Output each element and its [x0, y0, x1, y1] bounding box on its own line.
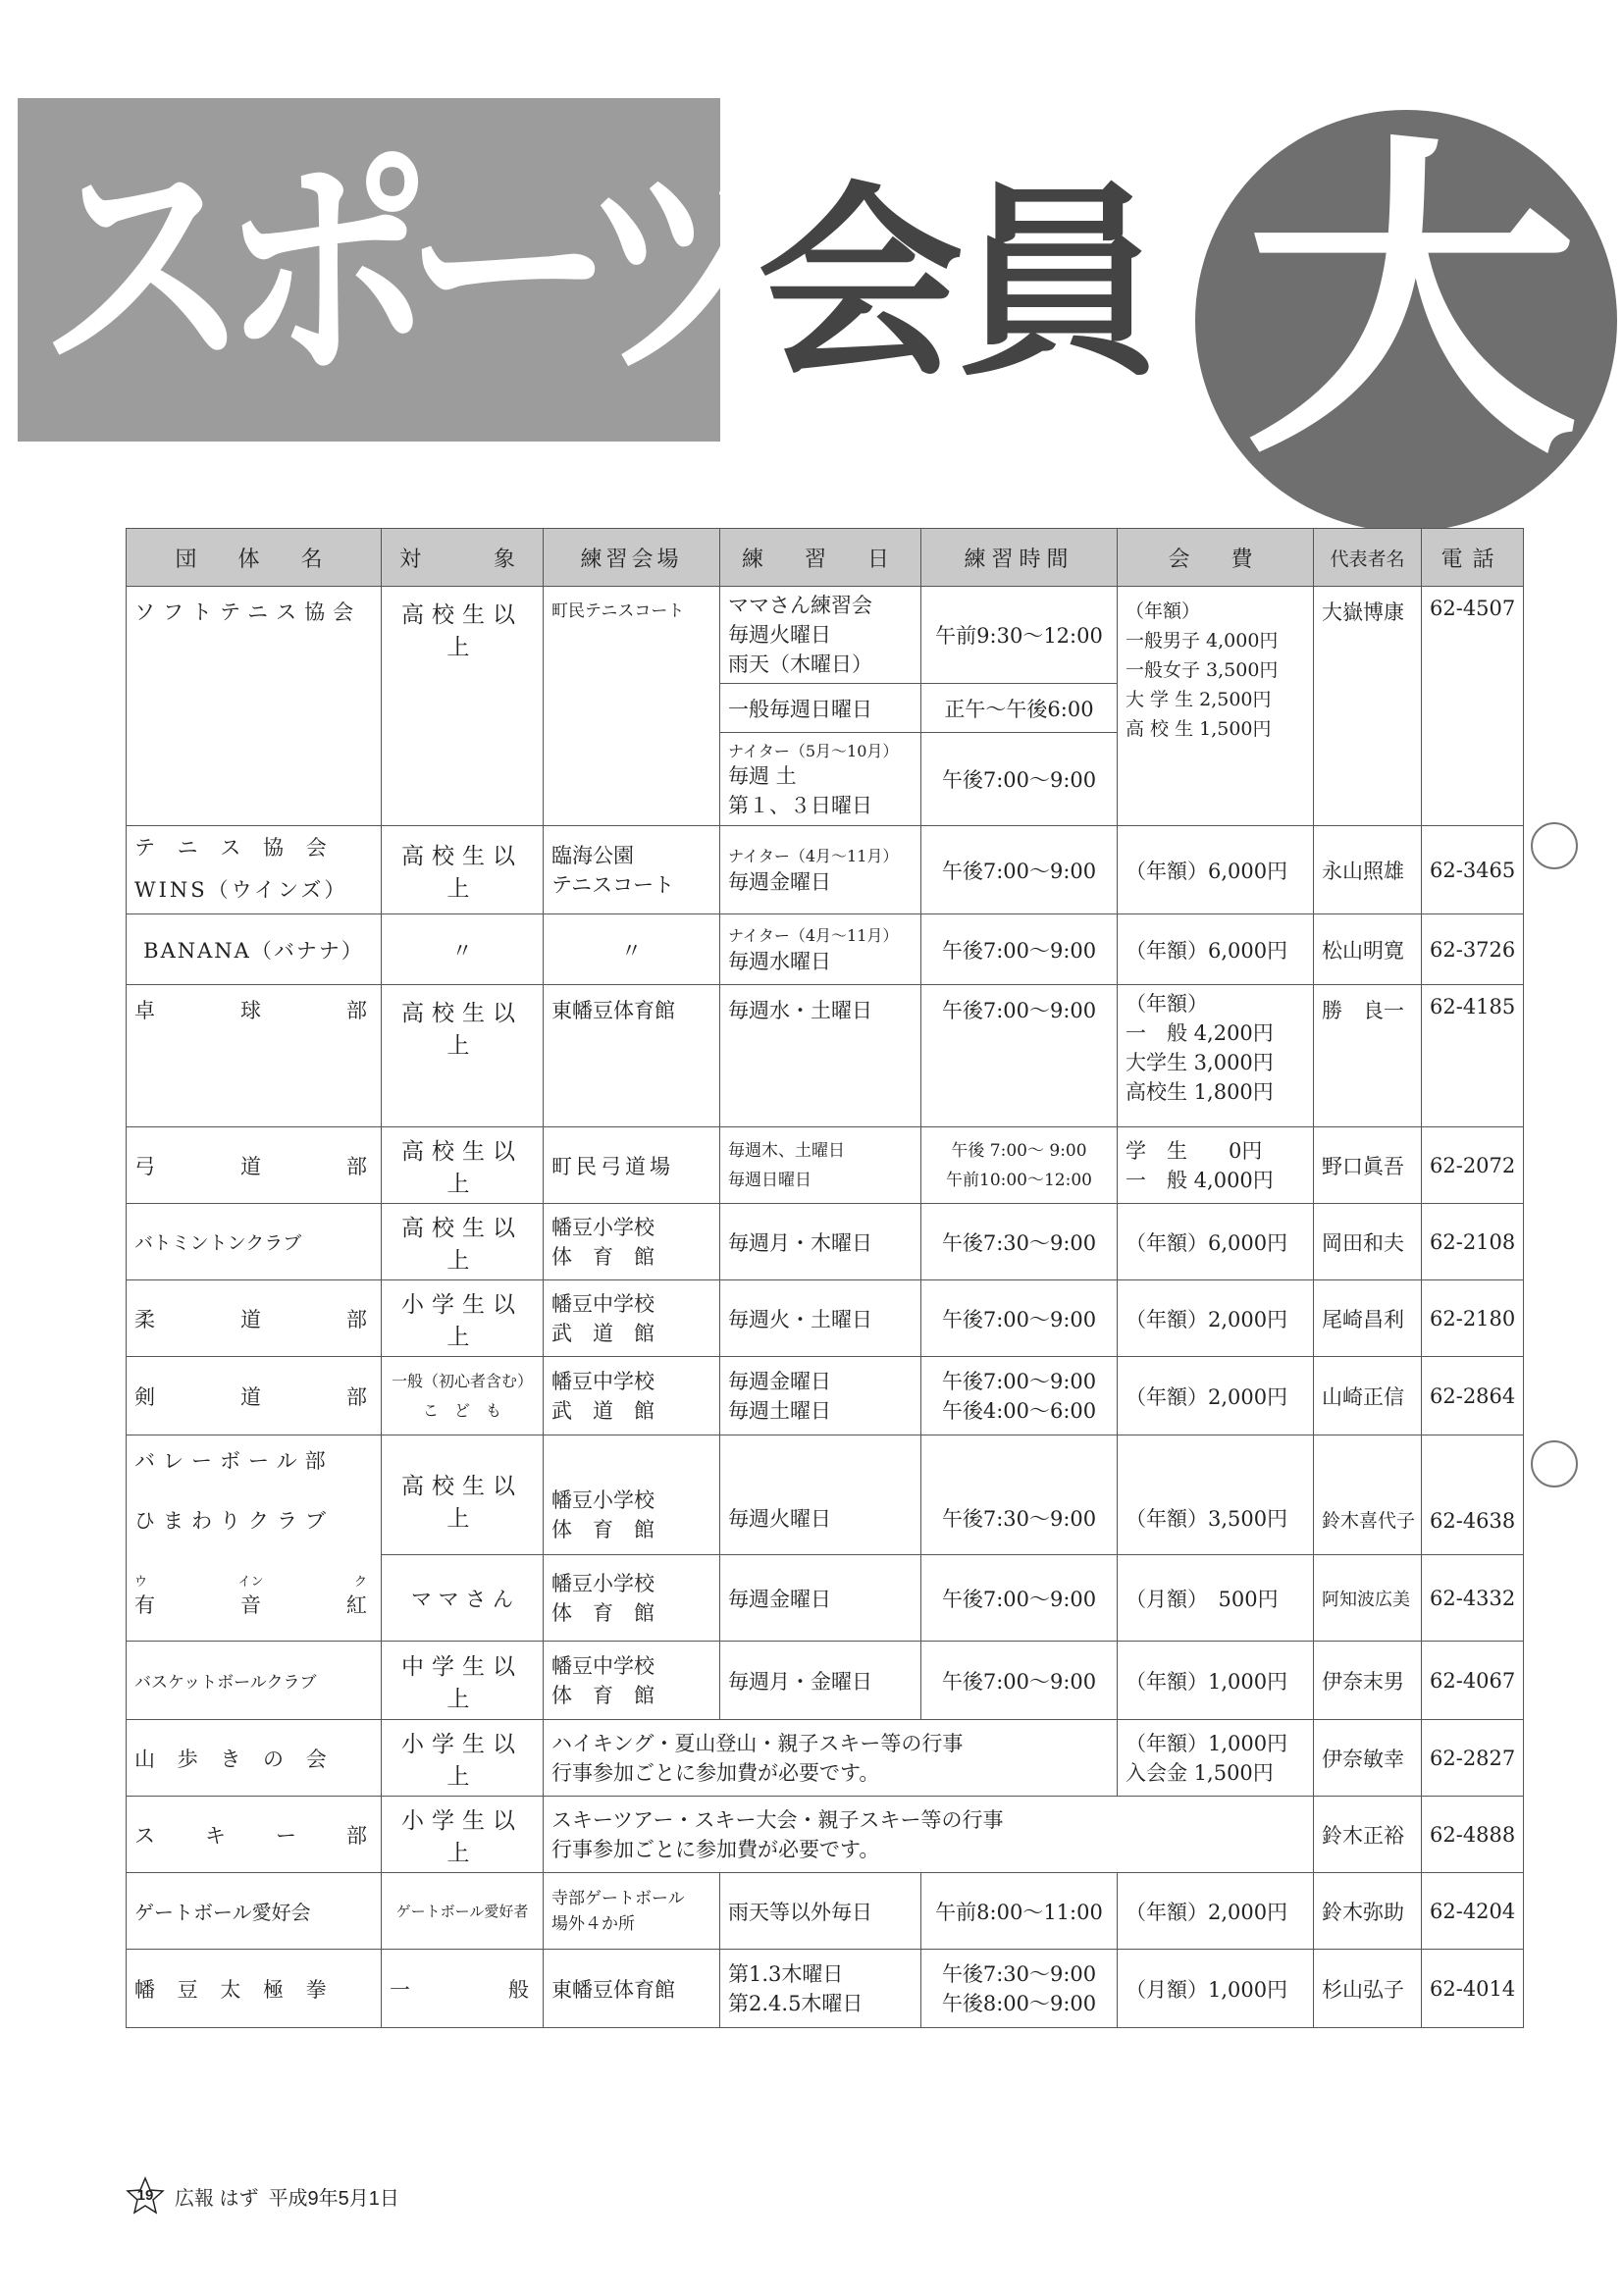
group-name-char: 部: [346, 1384, 367, 1409]
practice-time: 午後7:00〜9:00: [921, 1280, 1118, 1357]
page-footer: [126, 2176, 399, 2216]
practice-day-cell: [720, 826, 921, 914]
table-row: [127, 1357, 1524, 1435]
phone: 62-4204: [1422, 1873, 1524, 1950]
fee: （年額）3,500円: [1118, 1435, 1314, 1555]
practice-day: 一般毎週日曜日: [720, 684, 921, 733]
practice-time: 午後7:00〜9:00: [921, 985, 1118, 1127]
venue: 幡豆中学校 武 道 館: [544, 1280, 720, 1357]
group-name-char: ス: [134, 1823, 155, 1848]
representative: 岡田和夫: [1314, 1204, 1422, 1280]
activity-description: スキーツアー・スキー大会・親子スキー等の行事 行事参加ごとに参加費が必要です。: [544, 1797, 1314, 1873]
phone: 62-3726: [1422, 914, 1524, 985]
practice-time: 午後7:00〜9:00: [921, 733, 1118, 826]
publication-name: 広報 はず: [175, 2187, 259, 2210]
table-row: [127, 1555, 1524, 1642]
venue: 幡豆小学校 体 育 館: [544, 1204, 720, 1280]
target: 小学生以上: [382, 1720, 544, 1797]
fee: （年額）2,000円: [1118, 1357, 1314, 1435]
practice-day: 雨天等以外毎日: [720, 1873, 921, 1950]
table-row: [127, 914, 1524, 985]
phone: 62-2072: [1422, 1127, 1524, 1204]
fee: （年額）1,000円 入会金 1,500円: [1118, 1720, 1314, 1797]
group-name: バスケットボールクラブ: [127, 1642, 382, 1720]
header-representative: 代表者名: [1314, 529, 1422, 587]
fee: （年額）1,000円: [1118, 1642, 1314, 1720]
phone: 62-4067: [1422, 1642, 1524, 1720]
practice-day: 毎週月・木曜日: [720, 1204, 921, 1280]
representative: 鈴木正裕: [1314, 1797, 1422, 1873]
practice-day: 毎週月・金曜日: [720, 1642, 921, 1720]
group-name: ソフトテニス協会: [127, 587, 382, 826]
table-row: [127, 1950, 1524, 2028]
group-name-char: 部: [346, 1823, 367, 1848]
night-label: ナイター（4月〜11月）: [728, 926, 899, 945]
ruby-text: ク: [353, 1575, 367, 1591]
title-dai: 大: [1244, 110, 1578, 498]
venue: 寺部ゲートボール 場外４か所: [544, 1873, 720, 1950]
fee: 学 生 0円 一 般 4,000円: [1118, 1127, 1314, 1204]
group-name-char: 卓: [134, 999, 155, 1022]
group-name: [127, 1357, 382, 1435]
phone: 62-4638: [1422, 1435, 1524, 1555]
practice-day-cell: [720, 733, 921, 826]
ruby-text: イン: [237, 1575, 264, 1591]
venue: 東幡豆体育館: [544, 985, 720, 1127]
night-label: ナイター（5月〜10月）: [728, 741, 899, 760]
ruby-text: ウ: [134, 1575, 148, 1591]
group-name-char: 部: [346, 1154, 367, 1178]
practice-time: 午後7:00〜9:00: [921, 1555, 1118, 1642]
group-name: 山 歩 き の 会: [127, 1720, 382, 1797]
fee: （月額） 500円: [1118, 1555, 1314, 1642]
group-name: 幡 豆 太 極 拳: [127, 1950, 382, 2028]
target: 〃: [382, 914, 544, 985]
group-name-char: 紅: [346, 1593, 367, 1618]
practice-day: 毎週火・土曜日: [720, 1280, 921, 1357]
table-row: [127, 1720, 1524, 1797]
table-row: [127, 1280, 1524, 1357]
binder-hole-upper: [1531, 822, 1578, 869]
table-header-row: [127, 529, 1524, 587]
group-name: BANANA（バナナ）: [127, 914, 382, 985]
target: 高校生以上: [382, 826, 544, 914]
practice-time: 午後7:00〜9:00: [921, 826, 1118, 914]
representative: 伊奈敏幸: [1314, 1720, 1422, 1797]
target-char: 一: [390, 1977, 410, 2002]
practice-day: 毎週水・土曜日: [720, 985, 921, 1127]
group-name: [127, 985, 382, 1127]
practice-day: 毎週金曜日: [728, 870, 831, 894]
fee: （年額）6,000円: [1118, 914, 1314, 985]
phone: 62-2180: [1422, 1280, 1524, 1357]
header-practice-time: 練習時間: [921, 529, 1118, 587]
target: 高校生以上: [382, 1127, 544, 1204]
target: 中学生以上: [382, 1642, 544, 1720]
fee: （年額）2,000円: [1118, 1280, 1314, 1357]
group-name-char: 球: [240, 999, 261, 1022]
table-row: [127, 1797, 1524, 1873]
table-row: [127, 1642, 1524, 1720]
practice-day: 毎週水曜日: [728, 950, 831, 973]
phone: 62-4332: [1422, 1555, 1524, 1642]
representative: 大嶽博康: [1314, 587, 1422, 826]
header-phone: 電話: [1422, 529, 1524, 587]
representative: 山崎正信: [1314, 1357, 1422, 1435]
representative: 伊奈末男: [1314, 1642, 1422, 1720]
group-name: [127, 1797, 382, 1873]
venue: 幡豆中学校 武 道 館: [544, 1357, 720, 1435]
group-name-char: 部: [346, 999, 367, 1022]
fee: （年額）6,000円: [1118, 826, 1314, 914]
publication-date: 平成9年5月1日: [268, 2187, 399, 2210]
target-char: 般: [508, 1977, 529, 2002]
group-name-char: 部: [346, 1307, 367, 1331]
group-name-char: キ: [205, 1823, 226, 1848]
header-target: 対 象: [382, 529, 544, 587]
venue: 臨海公園 テニスコート: [544, 826, 720, 914]
phone: 62-4507: [1422, 587, 1524, 826]
phone: 62-2827: [1422, 1720, 1524, 1797]
group-name: WINS（ウインズ）: [127, 865, 382, 914]
table-row: [127, 1435, 1524, 1485]
venue: 幡豆中学校 体 育 館: [544, 1642, 720, 1720]
practice-day: 毎週金曜日 毎週土曜日: [720, 1357, 921, 1435]
practice-day: 毎週木、土曜日 毎週日曜日: [720, 1127, 921, 1204]
practice-time: 午後7:30〜9:00: [921, 1435, 1118, 1555]
phone: 62-2108: [1422, 1204, 1524, 1280]
practice-day: 毎週金曜日: [720, 1555, 921, 1642]
representative: 杉山弘子: [1314, 1950, 1422, 2028]
representative: 尾崎昌利: [1314, 1280, 1422, 1357]
venue: 〃: [544, 914, 720, 985]
phone: 62-4185: [1422, 985, 1524, 1127]
venue: 町民弓道場: [544, 1127, 720, 1204]
fee: （年額）2,000円: [1118, 1873, 1314, 1950]
group-name-char: 音: [240, 1593, 261, 1618]
night-label: ナイター（4月〜11月）: [728, 847, 899, 865]
table-row: [127, 985, 1524, 1127]
practice-time: 午後7:00〜9:00: [921, 914, 1118, 985]
target: 高校生以上: [382, 1435, 544, 1555]
practice-time: 正午〜午後6:00: [921, 684, 1118, 733]
group-name: テ ニ ス 協 会: [127, 826, 382, 865]
representative: 勝 良一: [1314, 985, 1422, 1127]
header-venue: 練習会場: [544, 529, 720, 587]
venue: 町民テニスコート: [544, 587, 720, 826]
representative: 野口眞吾: [1314, 1127, 1422, 1204]
practice-time: 午前9:30〜12:00: [921, 587, 1118, 684]
group-name-char: 柔: [134, 1307, 155, 1331]
group-name: ゲートボール愛好会: [127, 1873, 382, 1950]
target: 小学生以上: [382, 1280, 544, 1357]
header-fee: 会 費: [1118, 529, 1314, 587]
practice-time: 午後 7:00〜 9:00 午前10:00〜12:00: [921, 1127, 1118, 1204]
practice-day-cell: [720, 914, 921, 985]
target: ゲートボール愛好者: [382, 1873, 544, 1950]
page-number: 19: [136, 2187, 154, 2204]
group-name-char: 剣: [134, 1384, 155, 1409]
group-name: [127, 1127, 382, 1204]
phone: 62-4888: [1422, 1797, 1524, 1873]
target: 小学生以上: [382, 1797, 544, 1873]
table-row: [127, 826, 1524, 865]
phone: 62-3465: [1422, 826, 1524, 914]
group-name: ひまわりクラブ: [127, 1485, 382, 1555]
practice-day: 第1.3木曜日 第2.4.5木曜日: [720, 1950, 921, 2028]
target: [382, 1950, 544, 2028]
page-number-badge: [126, 2176, 165, 2216]
representative: 松山明寛: [1314, 914, 1422, 985]
practice-time: 午後7:30〜9:00 午後8:00〜9:00: [921, 1950, 1118, 2028]
practice-day: ママさん練習会 毎週火曜日 雨天（木曜日）: [720, 587, 921, 684]
group-name: [127, 1555, 382, 1642]
header-group-name: 団 体 名: [127, 529, 382, 587]
practice-day: 毎週 土 第１、３日曜日: [728, 763, 872, 817]
practice-time: 午後7:00〜9:00: [921, 1642, 1118, 1720]
target: 高校生以上: [382, 587, 544, 826]
table-row: [127, 1204, 1524, 1280]
header-practice-day: 練 習 日: [720, 529, 921, 587]
group-name: [127, 1280, 382, 1357]
target: 一般（初心者含む） こ ど も: [382, 1357, 544, 1435]
representative: 阿知波広美: [1314, 1555, 1422, 1642]
table-row: [127, 587, 1524, 684]
target: 高校生以上: [382, 1204, 544, 1280]
venue: 幡豆小学校 体 育 館: [544, 1435, 720, 1555]
group-name-char: 有: [134, 1593, 155, 1618]
target: 高校生以上: [382, 985, 544, 1127]
title-kaiin: 会員: [758, 164, 1155, 404]
practice-time: 午前8:00〜11:00: [921, 1873, 1118, 1950]
phone: 62-4014: [1422, 1950, 1524, 2028]
fee: （年額）6,000円: [1118, 1204, 1314, 1280]
title-sports: スポーツ: [39, 127, 760, 412]
venue: 東幡豆体育館: [544, 1950, 720, 2028]
representative: 鈴木弥助: [1314, 1873, 1422, 1950]
fee: （年額） 一 般 4,200円 大学生 3,000円 高校生 1,800円: [1118, 985, 1314, 1127]
group-name-char: 弓: [134, 1154, 155, 1178]
table-row: [127, 1873, 1524, 1950]
group-name: バトミントンクラブ: [127, 1204, 382, 1280]
practice-time: 午後7:30〜9:00: [921, 1204, 1118, 1280]
group-name-char: ー: [276, 1823, 296, 1848]
practice-time: 午後7:00〜9:00 午後4:00〜6:00: [921, 1357, 1118, 1435]
venue: 幡豆小学校 体 育 館: [544, 1555, 720, 1642]
representative: 鈴木喜代子: [1314, 1435, 1422, 1555]
representative: 永山照雄: [1314, 826, 1422, 914]
binder-hole-lower: [1531, 1440, 1578, 1487]
target: マ マ さ ん: [382, 1555, 544, 1642]
group-name-char: 道: [240, 1154, 261, 1178]
fee: （年額） 一般男子 4,000円 一般女子 3,500円 大 学 生 2,500円 高 校 生 1,500円: [1118, 587, 1314, 826]
activity-description: ハイキング・夏山登山・親子スキー等の行事 行事参加ごとに参加費が必要です。: [544, 1720, 1118, 1797]
group-name-char: 道: [240, 1307, 261, 1331]
phone: 62-2864: [1422, 1357, 1524, 1435]
group-name-char: 道: [240, 1384, 261, 1409]
table-row: [127, 1127, 1524, 1204]
clubs-table: [126, 528, 1524, 2028]
group-name: バレーボール部: [127, 1435, 382, 1485]
fee: （月額）1,000円: [1118, 1950, 1314, 2028]
practice-day: 毎週火曜日: [720, 1435, 921, 1555]
